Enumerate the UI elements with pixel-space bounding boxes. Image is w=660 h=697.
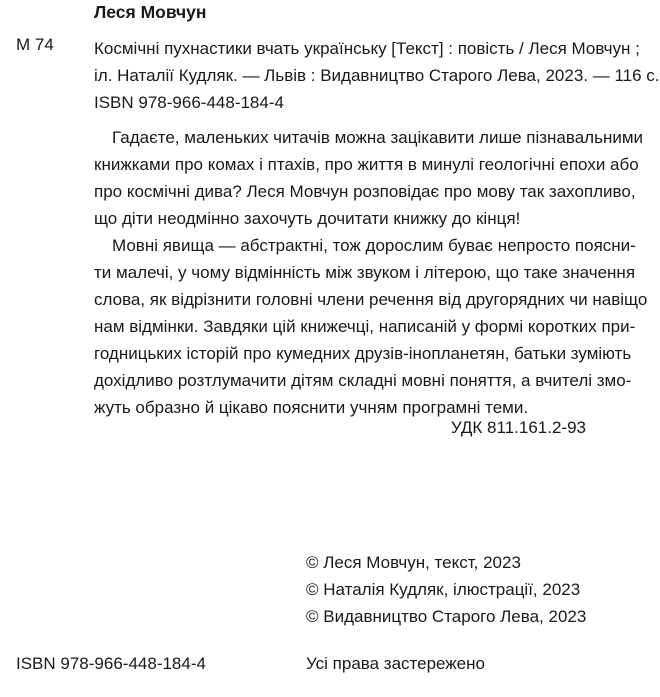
copyright-line: © Видавництво Старого Лева, 2023 — [306, 607, 587, 626]
udk-code: УДК 811.161.2-93 — [450, 418, 586, 437]
bibliographic-line: Космічні пухнастики вчать українську [Текст] : повість / Леся Мовчун ; — [94, 39, 640, 58]
annotation-paragraph-1 — [94, 124, 644, 232]
author-heading: Леся Мовчун — [94, 2, 207, 22]
text-line: книжками про комах і птахів, про життя в минулі геологічні епохи або — [94, 155, 639, 174]
text-line: Гадаєте, маленьких читачів можна зацікавити лише пізнавальними — [112, 128, 644, 147]
text-line: нам відмінки. Завдяки цій книжечці, написаній у формі коротких при- — [94, 317, 636, 336]
bibliographic-record — [94, 35, 660, 89]
bibliographic-line: іл. Наталії Кудляк. — Львів : Видавництво Старого Лева, 2023. — 116 с. — [94, 66, 660, 85]
isbn-bottom: ISBN 978-966-448-184-4 — [16, 654, 206, 673]
copyright-line: © Леся Мовчун, текст, 2023 — [306, 553, 521, 572]
text-line: годницьких історій про кумедних друзів-інопланетян, батьки зуміють — [94, 344, 632, 363]
text-line: слова, як відрізнити головні члени речення від другорядних чи навіщо — [94, 290, 648, 309]
text-line: що діти неодмінно захочуть дочитати книжку до кінця! — [94, 209, 521, 228]
text-line: дохідливо розтлумачити дітям складні мовні поняття, а вчителі змо- — [94, 371, 632, 390]
text-line: жуть образно й цікаво пояснити учням програмні теми. — [94, 398, 529, 417]
text-line: Мовні явища — абстрактні, тож дорослим буває непросто поясни- — [112, 236, 636, 255]
annotation-paragraph-2 — [94, 232, 648, 421]
catalog-code: М 74 — [16, 35, 54, 54]
text-line: ти малечі, у чому відмінність між звуком і літерою, що таке значення — [94, 263, 636, 282]
text-line: про космічні дива? Леся Мовчун розповідає про мову так захопливо, — [94, 182, 636, 201]
isbn-top: ISBN 978-966-448-184-4 — [94, 93, 284, 112]
copyright-line: © Наталія Кудляк, ілюстрації, 2023 — [306, 580, 581, 599]
rights-reserved: Усі права застережено — [306, 654, 485, 673]
